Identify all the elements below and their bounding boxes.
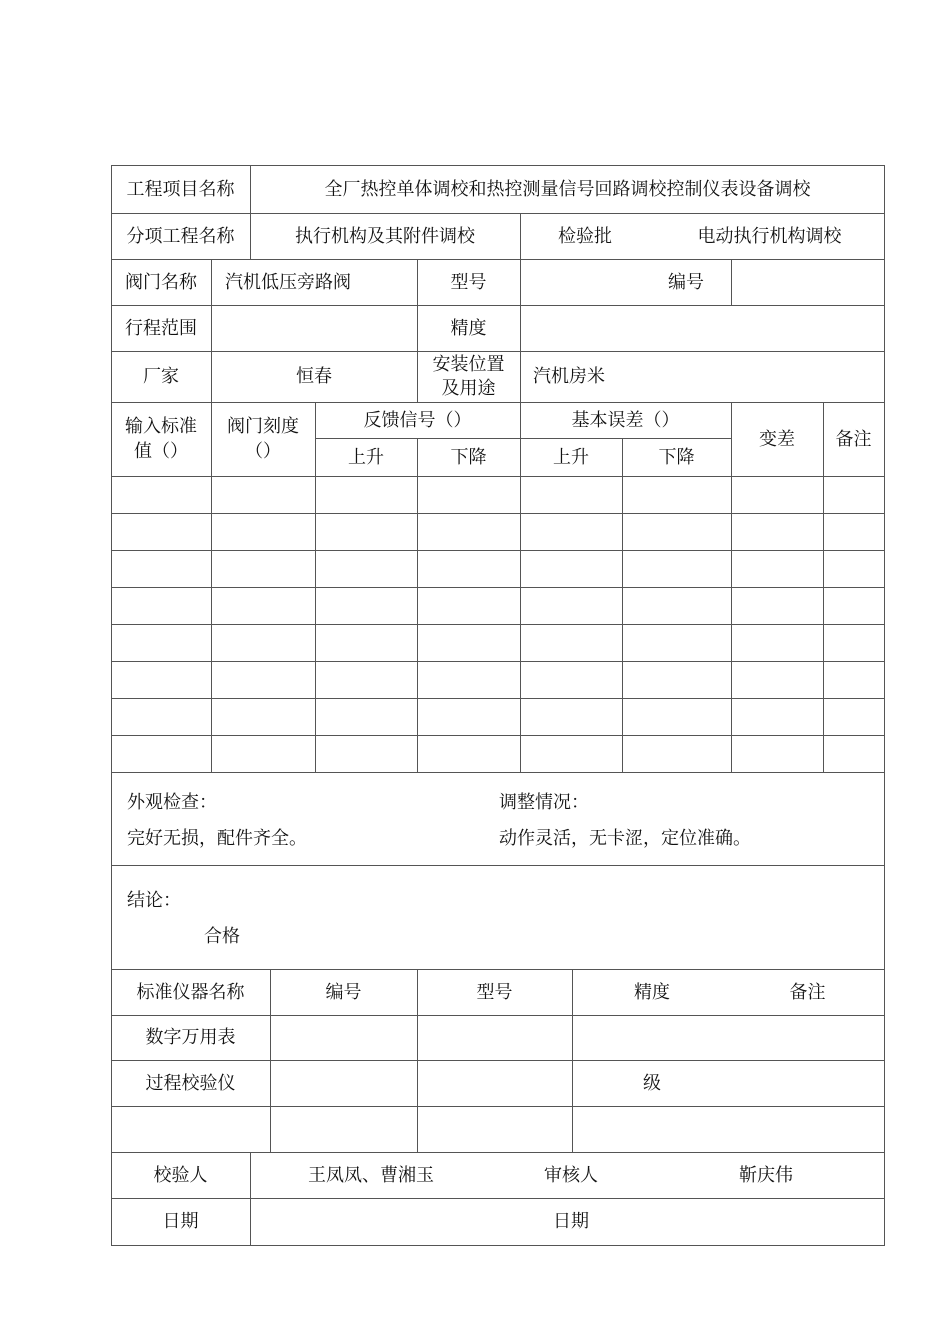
measurement-cell <box>211 550 315 587</box>
sub-project-label: 分项工程名称 <box>126 225 235 247</box>
input-std-header <box>111 402 211 476</box>
instrument-remark-header: 备注 <box>789 981 826 1003</box>
precision-label: 精度 <box>450 317 487 339</box>
measurement-cell <box>520 624 622 661</box>
measurement-cell <box>823 587 884 624</box>
measurement-cell <box>520 735 622 772</box>
valve-scale-header <box>211 402 315 476</box>
stroke-label: 行程范围 <box>125 317 197 339</box>
measurement-cell <box>823 513 884 550</box>
stroke-value <box>211 305 417 351</box>
measurement-cell <box>315 476 417 513</box>
measurement-cell <box>315 698 417 735</box>
feedback-down-header: 下降 <box>450 446 487 468</box>
valve-label: 阀门名称 <box>125 271 197 293</box>
reviewer-value: 靳庆伟 <box>739 1164 793 1186</box>
measurement-cell <box>622 624 731 661</box>
instrument-model <box>417 1060 572 1106</box>
instrument-number-header: 编号 <box>325 981 362 1003</box>
instrument-model <box>417 1015 572 1060</box>
measurement-cell <box>315 550 417 587</box>
measurement-cell <box>823 476 884 513</box>
model-label: 型号 <box>450 271 487 293</box>
measurement-cell <box>111 698 211 735</box>
instrument-precision <box>572 1106 732 1152</box>
error-up-header: 上升 <box>553 446 589 468</box>
measurement-cell <box>520 550 622 587</box>
measurement-cell <box>823 735 884 772</box>
instrument-precision <box>572 1015 732 1060</box>
measurement-cell <box>211 698 315 735</box>
measurement-cell <box>520 698 622 735</box>
feedback-up-header: 上升 <box>348 446 384 468</box>
measurement-cell <box>315 624 417 661</box>
maker-value: 恒春 <box>296 366 332 387</box>
instrument-name: 过程校验仪 <box>145 1072 236 1094</box>
measurement-cell <box>731 661 823 698</box>
date-label: 日期 <box>162 1211 199 1232</box>
install-label <box>417 351 520 402</box>
sub-project-value: 执行机构及其附件调校 <box>295 225 475 247</box>
measurement-cell <box>315 661 417 698</box>
measurement-cell <box>417 587 520 624</box>
adjust-label: 调整情况： <box>499 792 589 813</box>
instrument-number <box>270 1015 417 1060</box>
measurement-cell <box>417 476 520 513</box>
measurement-cell <box>622 735 731 772</box>
measurement-cell <box>731 735 823 772</box>
measurement-cell <box>111 476 211 513</box>
install-value: 汽机房米 <box>533 366 605 387</box>
number-value <box>731 259 884 305</box>
valve-scale-header-text: 阀门刻度（） <box>227 416 299 462</box>
measurement-cell <box>111 661 211 698</box>
measurement-cell <box>731 624 823 661</box>
conclusion-label: 结论： <box>127 890 181 911</box>
checker-value: 王凤凤、曹湘玉 <box>308 1164 434 1186</box>
measurement-cell <box>417 624 520 661</box>
checker-label: 校验人 <box>153 1164 208 1186</box>
batch-value: 电动执行机构调校 <box>697 225 842 247</box>
measurement-cell <box>731 550 823 587</box>
instrument-model-header: 型号 <box>476 981 513 1003</box>
measurement-cell <box>823 698 884 735</box>
measurement-cell <box>731 698 823 735</box>
error-down-header: 下降 <box>658 446 695 468</box>
instrument-name <box>111 1106 270 1152</box>
measurement-cell <box>211 587 315 624</box>
instrument-precision-header: 精度 <box>634 981 670 1003</box>
instrument-number <box>270 1106 417 1152</box>
measurement-cell <box>731 513 823 550</box>
measurement-cell <box>417 513 520 550</box>
measurement-cell <box>111 624 211 661</box>
measurement-cell <box>211 513 315 550</box>
instrument-number <box>270 1060 417 1106</box>
date-label-secondary: 日期 <box>553 1211 589 1232</box>
maker-label: 厂家 <box>143 366 179 387</box>
rule <box>111 865 885 866</box>
measurement-cell <box>823 661 884 698</box>
measurement-cell <box>417 698 520 735</box>
measurement-cell <box>111 735 211 772</box>
measurement-cell <box>731 476 823 513</box>
measurement-cell <box>111 550 211 587</box>
input-std-header-text: 输入标准值（） <box>125 416 197 462</box>
measurement-cell <box>417 735 520 772</box>
instrument-name: 数字万用表 <box>145 1027 236 1048</box>
measurement-cell <box>315 513 417 550</box>
measurement-cell <box>520 513 622 550</box>
project-value: 全厂热控单体调校和热控测量信号回路调校控制仪表设备调校 <box>324 178 811 200</box>
measurement-cell <box>211 624 315 661</box>
batch-label: 检验批 <box>558 225 612 247</box>
measurement-cell <box>211 476 315 513</box>
measurement-cell <box>315 735 417 772</box>
rule <box>111 772 885 773</box>
measurement-cell <box>417 550 520 587</box>
measurement-cell <box>622 698 731 735</box>
project-label: 工程项目名称 <box>126 178 235 200</box>
appearance-value: 完好无损，配件齐全。 <box>127 828 307 849</box>
measurement-cell <box>622 513 731 550</box>
precision-value <box>520 305 884 351</box>
feedback-header: 反馈信号（） <box>363 409 472 431</box>
number-label: 编号 <box>668 271 704 293</box>
valve-value: 汽机低压旁路阀 <box>225 271 351 293</box>
measurement-cell <box>622 661 731 698</box>
instrument-model <box>417 1106 572 1152</box>
adjust-value: 动作灵活，无卡涩，定位准确。 <box>499 828 751 849</box>
measurement-cell <box>823 550 884 587</box>
basic-error-header: 基本误差（） <box>571 409 680 431</box>
measurement-cell <box>211 661 315 698</box>
calibration-form <box>111 165 885 1246</box>
measurement-cell <box>823 624 884 661</box>
rule <box>884 165 885 1246</box>
measurement-cell <box>520 587 622 624</box>
conclusion-value: 合格 <box>204 926 240 947</box>
rule <box>250 1152 251 1246</box>
variation-header: 变差 <box>759 428 795 450</box>
appearance-label: 外观检查： <box>127 792 217 813</box>
measurement-cell <box>731 587 823 624</box>
measurement-cell <box>520 476 622 513</box>
measurement-cell <box>622 476 731 513</box>
measurement-cell <box>315 587 417 624</box>
measurement-cell <box>520 661 622 698</box>
measurement-cell <box>211 735 315 772</box>
measurement-cell <box>417 661 520 698</box>
rule <box>111 1245 885 1246</box>
instrument-precision: 级 <box>643 1072 661 1094</box>
measurement-cell <box>111 587 211 624</box>
measurement-cell <box>622 550 731 587</box>
measurement-cell <box>111 513 211 550</box>
model-value <box>520 259 640 305</box>
install-label-text: 安装位置及用途 <box>432 353 505 399</box>
instrument-name-header: 标准仪器名称 <box>136 981 245 1003</box>
remark-header: 备注 <box>835 428 872 450</box>
measurement-cell <box>622 587 731 624</box>
reviewer-label: 审核人 <box>544 1164 598 1186</box>
